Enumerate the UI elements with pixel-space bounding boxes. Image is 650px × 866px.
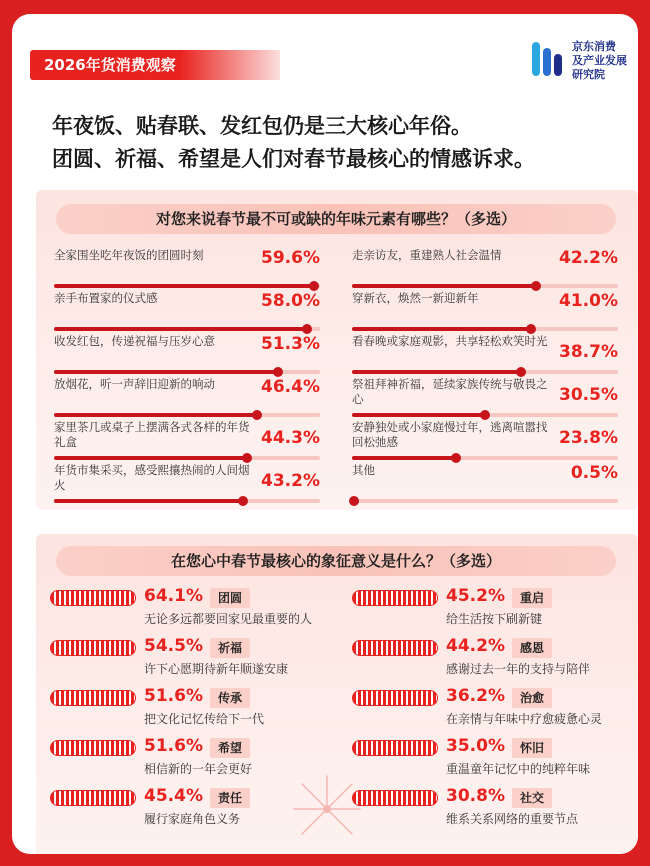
chart-item — [54, 334, 324, 376]
bar — [352, 740, 438, 756]
bar-label: 走亲访友，重建熟人社会温情 — [352, 248, 502, 262]
chart-item — [352, 248, 622, 290]
bar — [352, 327, 531, 331]
chart-item — [352, 377, 622, 419]
bar-end-dot — [273, 367, 283, 377]
bar-track — [352, 456, 618, 460]
chart-item — [352, 686, 638, 730]
bar — [54, 413, 257, 417]
chart-item — [352, 291, 622, 333]
bar — [50, 590, 136, 606]
logo-line: 及产业发展 — [572, 54, 627, 67]
data-label: 51.6% — [144, 686, 203, 706]
bar-end-dot — [349, 496, 359, 506]
bar-track — [352, 370, 618, 374]
bar-track — [352, 284, 618, 288]
chart-item — [54, 420, 324, 462]
bar-label: 穿新衣，焕然一新迎新年 — [352, 291, 479, 305]
data-label: 30.8% — [446, 786, 505, 806]
category-description: 感谢过去一年的支持与陪伴 — [446, 662, 591, 676]
bar — [352, 690, 438, 706]
headline-line: 团圆、祈福、希望是人们对春节最核心的情感诉求。 — [52, 147, 535, 171]
data-label: 51.3% — [261, 334, 320, 354]
bar-end-dot — [531, 281, 541, 291]
section-year-elements — [36, 190, 638, 510]
data-label: 43.2% — [261, 471, 320, 491]
bar-end-dot — [480, 410, 490, 420]
category-description: 把文化记忆传给下一代 — [144, 712, 265, 726]
bar-end-dot — [242, 453, 252, 463]
chart-item — [54, 463, 324, 505]
category-description: 维系关系网络的重要节点 — [446, 812, 579, 826]
bar-label: 祭祖拜神祈福，延续家族传统与敬畏之心 — [352, 377, 548, 406]
data-label: 35.0% — [446, 736, 505, 756]
bar — [352, 370, 521, 374]
bar-track — [54, 284, 320, 288]
data-label: 45.4% — [144, 786, 203, 806]
logo-line: 研究院 — [572, 68, 605, 81]
bar — [50, 740, 136, 756]
data-label: 64.1% — [144, 586, 203, 606]
chart-item — [352, 786, 638, 830]
bar-end-dot — [526, 324, 536, 334]
data-label: 54.5% — [144, 636, 203, 656]
data-label: 41.0% — [559, 291, 618, 311]
firework-decoration-icon — [282, 764, 372, 854]
chart-item — [352, 334, 622, 376]
bar — [50, 640, 136, 656]
chart-item — [352, 463, 622, 505]
report-tag: 2026年货消费观察 — [30, 50, 280, 80]
data-label: 44.2% — [446, 636, 505, 656]
data-label: 38.7% — [559, 342, 618, 362]
bar-end-dot — [238, 496, 248, 506]
bar — [352, 456, 456, 460]
bar-label: 放烟花，听一声辞旧迎新的响动 — [54, 377, 215, 391]
bar-label: 安静独处或小家庭慢过年，逃离喧嚣找回松弛感 — [352, 420, 548, 449]
chart-item — [352, 420, 622, 462]
category-tag: 责任 — [210, 788, 250, 808]
bar-track — [54, 327, 320, 331]
category-tag: 祈福 — [210, 638, 250, 658]
institute-logo — [530, 36, 638, 84]
data-label: 45.2% — [446, 586, 505, 606]
chart-item — [352, 736, 638, 780]
category-description: 无论多远都要回家见最重要的人 — [144, 612, 313, 626]
data-label: 30.5% — [559, 385, 618, 405]
logo-line: 京东消费 — [572, 40, 616, 53]
category-description: 给生活按下刷新键 — [446, 612, 543, 626]
category-tag: 传承 — [210, 688, 250, 708]
category-tag: 重启 — [512, 588, 552, 608]
category-description: 重温童年记忆中的纯粹年味 — [446, 762, 591, 776]
bar — [352, 590, 438, 606]
bar — [50, 690, 136, 706]
infographic-card — [12, 14, 638, 854]
bar-label: 看春晚或家庭观影，共享轻松欢笑时光 — [352, 334, 548, 348]
data-label: 59.6% — [261, 248, 320, 268]
bar — [54, 284, 314, 288]
category-tag: 社交 — [512, 788, 552, 808]
data-label: 46.4% — [261, 377, 320, 397]
category-tag: 希望 — [210, 738, 250, 758]
chart-item — [50, 586, 340, 630]
bar-end-dot — [309, 281, 319, 291]
bar — [352, 640, 438, 656]
category-description: 许下心愿期待新年顺遂安康 — [144, 662, 289, 676]
bar — [54, 499, 243, 503]
data-label: 0.5% — [570, 463, 618, 483]
question-title: 对您来说春节最不可或缺的年味元素有哪些？（多选） — [56, 204, 616, 234]
chart-item — [50, 686, 340, 730]
category-description: 相信新的一年会更好 — [144, 762, 253, 776]
category-tag: 团圆 — [210, 588, 250, 608]
bar — [54, 456, 247, 460]
bar-end-dot — [451, 453, 461, 463]
category-tag: 治愈 — [512, 688, 552, 708]
category-tag: 感恩 — [512, 638, 552, 658]
bar — [352, 284, 536, 288]
bar-track — [352, 499, 618, 503]
bar-label: 收发红包，传递祝福与压岁心意 — [54, 334, 215, 348]
bar-track — [54, 413, 320, 417]
bar-label: 亲手布置家的仪式感 — [54, 291, 158, 305]
bar-label: 其他 — [352, 463, 375, 477]
headline-line: 年夜饭、贴春联、发红包仍是三大核心年俗。 — [52, 114, 472, 138]
bar-end-dot — [516, 367, 526, 377]
data-label: 36.2% — [446, 686, 505, 706]
bar-track — [352, 413, 618, 417]
bar-track — [54, 370, 320, 374]
bar-label: 全家围坐吃年夜饭的团圆时刻 — [54, 248, 204, 262]
bar — [54, 370, 278, 374]
bar-track — [54, 499, 320, 503]
bar-track — [352, 327, 618, 331]
data-label: 44.3% — [261, 428, 320, 448]
chart-item — [54, 248, 324, 290]
data-label: 51.6% — [144, 736, 203, 756]
logo-text — [572, 40, 627, 82]
bar-track — [54, 456, 320, 460]
bar-end-dot — [302, 324, 312, 334]
bar — [352, 413, 485, 417]
chart-item — [50, 636, 340, 680]
bar — [50, 790, 136, 806]
logo-mark-icon — [530, 40, 566, 80]
chart-item — [352, 586, 638, 630]
data-label: 42.2% — [559, 248, 618, 268]
category-tag: 怀旧 — [512, 738, 552, 758]
bar-label: 年货市集采买，感受熙攘热闹的人间烟火 — [54, 463, 250, 492]
chart-item — [352, 636, 638, 680]
headline — [52, 110, 622, 176]
category-description: 在亲情与年味中疗愈疲惫心灵 — [446, 712, 603, 726]
bar-end-dot — [252, 410, 262, 420]
data-label: 23.8% — [559, 428, 618, 448]
chart-item — [54, 291, 324, 333]
category-description: 履行家庭角色义务 — [144, 812, 241, 826]
bar-label: 家里茶几或桌子上摆满各式各样的年货礼盒 — [54, 420, 250, 449]
chart-item — [54, 377, 324, 419]
bar — [54, 327, 307, 331]
data-label: 58.0% — [261, 291, 320, 311]
question-title: 在您心中春节最核心的象征意义是什么？（多选） — [56, 546, 616, 576]
